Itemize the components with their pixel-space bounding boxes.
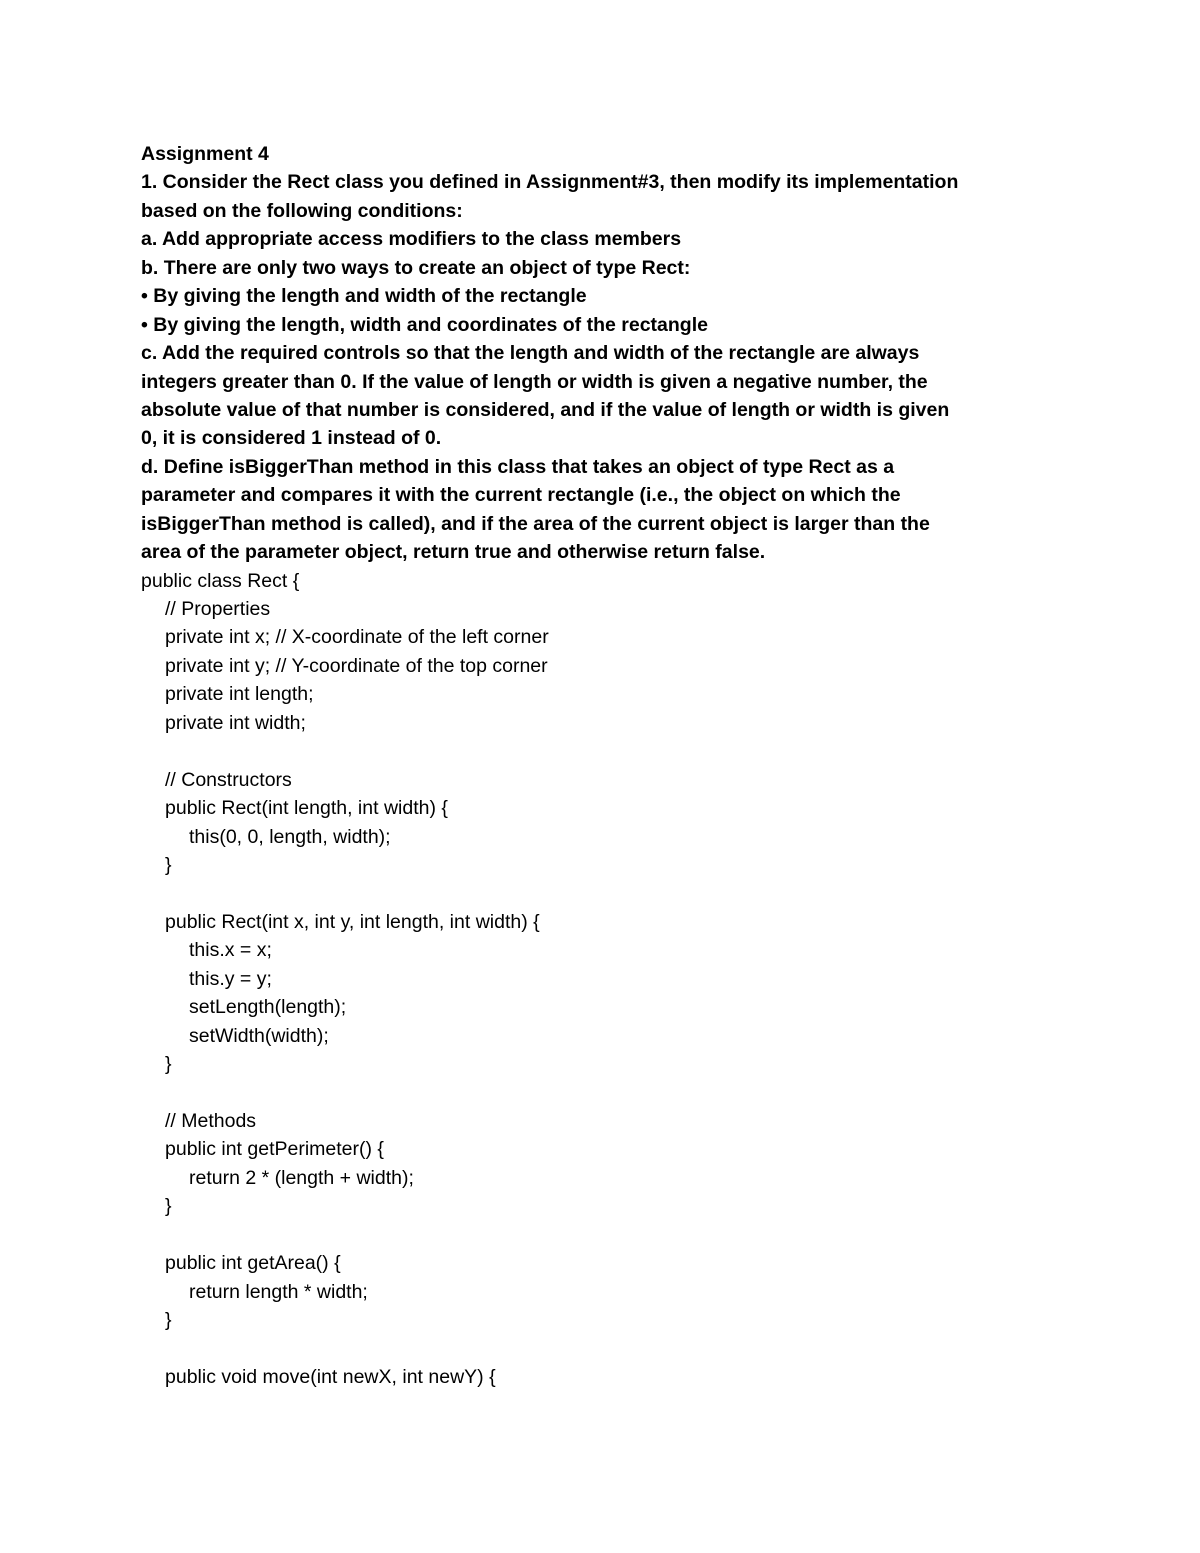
code-line: this(0, 0, length, width); — [189, 825, 391, 848]
code-line: private int length; — [165, 683, 314, 706]
code-line: return length * width; — [189, 1280, 368, 1303]
instruction-line: • By giving the length and width of the rectangle — [141, 285, 587, 308]
code-line: public Rect(int x, int y, int length, int width) { — [165, 910, 540, 933]
blank-line — [141, 1078, 1101, 1106]
code-line: return 2 * (length + width); — [189, 1166, 414, 1189]
code-line: this.y = y; — [189, 967, 272, 990]
code-line: } — [165, 1308, 172, 1331]
instruction-line: b. There are only two ways to create an object of type Rect: — [141, 256, 691, 279]
code-line: public int getArea() { — [165, 1252, 341, 1275]
code-line: private int y; // Y-coordinate of the top corner — [165, 654, 548, 677]
code-line: } — [165, 1195, 172, 1218]
instruction-line: d. Define isBiggerThan method in this class that takes an object of type Rect as a — [141, 455, 895, 478]
code-line: setLength(length); — [189, 996, 347, 1019]
code-line: public int getPerimeter() { — [165, 1138, 384, 1161]
code-line: this.x = x; — [189, 939, 272, 962]
blank-line — [141, 737, 1101, 765]
instruction-line: parameter and compares it with the current rectangle (i.e., the object on which the — [141, 484, 901, 507]
code-line: private int x; // X-coordinate of the left corner — [165, 626, 549, 649]
instruction-line: integers greater than 0. If the value of length or width is given a negative number, the — [141, 370, 928, 393]
code-line: } — [165, 853, 172, 876]
code-line: private int width; — [165, 711, 306, 734]
instruction-line: a. Add appropriate access modifiers to the class members — [141, 228, 682, 251]
instruction-line: area of the parameter object, return true and otherwise return false. — [141, 541, 766, 564]
blank-line — [141, 879, 1101, 907]
code-line: // Constructors — [165, 768, 292, 791]
blank-line — [141, 1221, 1101, 1249]
blank-line — [141, 1334, 1101, 1362]
instruction-line: absolute value of that number is considered, and if the value of length or width is given — [141, 398, 950, 421]
instruction-line: 1. Consider the Rect class you defined in Assignment#3, then modify its implementation — [141, 171, 959, 194]
document-body — [141, 140, 1101, 1391]
document-title: Assignment 4 — [141, 143, 269, 165]
code-line: } — [165, 1053, 172, 1075]
instruction-line: isBiggerThan method is called), and if the area of the current object is larger than the — [141, 512, 930, 535]
code-line: public class Rect { — [141, 569, 300, 592]
code-line: setWidth(width); — [189, 1024, 329, 1047]
code-line: // Properties — [165, 598, 271, 620]
code-line: public Rect(int length, int width) { — [165, 797, 448, 820]
code-line: // Methods — [165, 1109, 257, 1132]
instruction-line: c. Add the required controls so that the length and width of the rectangle are always — [141, 342, 920, 365]
code-line: public void move(int newX, int newY) { — [165, 1365, 496, 1388]
instruction-line: • By giving the length, width and coordinates of the rectangle — [141, 313, 708, 336]
instruction-line: 0, it is considered 1 instead of 0. — [141, 427, 442, 450]
instruction-line: based on the following conditions: — [141, 199, 463, 222]
